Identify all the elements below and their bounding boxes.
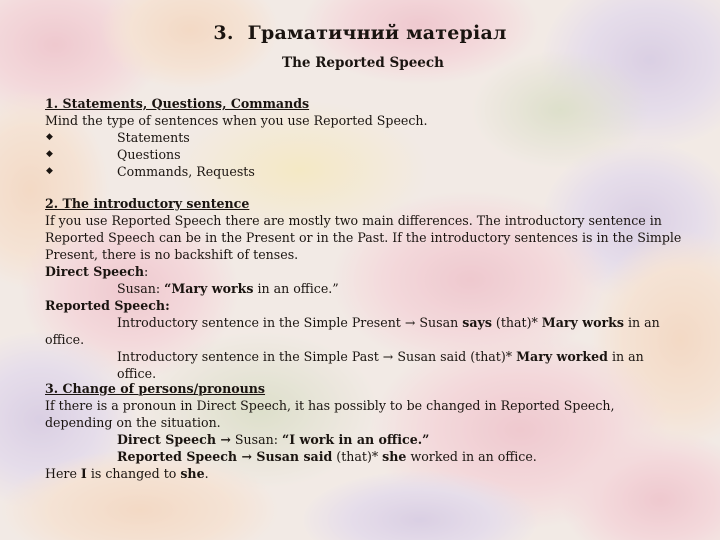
reported-speech-example: Reported Speech → Susan said (that)* she worked in an office. <box>117 449 537 464</box>
diamond-bullet-icon: ◆ <box>46 132 53 142</box>
pronoun-change-note: Here I is changed to she. <box>45 466 209 481</box>
slide-number: 3. <box>213 22 234 44</box>
reported-example-present-wrap: office. <box>45 332 85 347</box>
list-item: ◆ Questions <box>46 147 181 162</box>
list-item: ◆ Commands, Requests <box>46 164 255 179</box>
section-intro: Mind the type of sentences when you use Reported Speech. <box>45 113 428 128</box>
slide-subtitle: The Reported Speech <box>282 55 444 71</box>
diamond-bullet-icon: ◆ <box>46 149 53 159</box>
section-pronouns <box>45 380 685 482</box>
section-paragraph: If there is a pronoun in Direct Speech, it has possibly to be changed in Reported Speech, depending on the situation. <box>45 398 615 430</box>
slide-title <box>0 22 720 44</box>
list-item: ◆ Statements <box>46 130 190 145</box>
direct-speech-example: Susan: “Mary works in an office.” <box>117 281 339 296</box>
reported-example-past: Introductory sentence in the Simple Past → Susan said (that)* Mary worked in an office. <box>117 349 644 381</box>
section-introductory-sentence <box>45 195 685 382</box>
section-paragraph: If you use Reported Speech there are mostly two main differences. The introductory sentence in Reported Speech can be in the Present or in the Past. If the introductory sentences is in the Simple Present, there is no backshift of tenses. <box>45 213 682 262</box>
reported-speech-label: Reported Speech: <box>45 298 170 313</box>
diamond-bullet-icon: ◆ <box>46 166 53 176</box>
section-heading: 2. The introductory sentence <box>45 196 250 211</box>
section-heading: 1. Statements, Questions, Commands <box>45 96 310 111</box>
slide-title-text: Граматичний матеріал <box>247 22 507 44</box>
section-heading: 3. Change of persons/pronouns <box>45 381 266 396</box>
direct-speech-label: Direct Speech: <box>45 264 149 279</box>
direct-speech-example: Direct Speech → Susan: “I work in an office.” <box>117 432 430 447</box>
section-statements <box>45 95 685 180</box>
reported-example-present: Introductory sentence in the Simple Present → Susan says (that)* Mary works in an <box>117 315 660 330</box>
